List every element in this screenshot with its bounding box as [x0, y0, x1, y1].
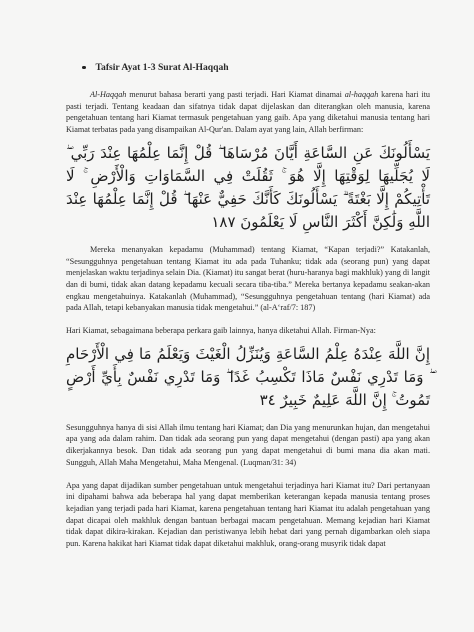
term-al-haqqah-lower: al-haqqah [344, 90, 379, 99]
paragraph-hari-kiamat: Hari Kiamat, sebagaimana beberapa perkara gaib lainnya, hanya diketahui Allah. Firman-Nya: [66, 326, 376, 336]
heading-text: Tafsir Ayat 1-3 Surat Al-Haqqah [95, 62, 229, 73]
intro-text-2: karena hari itu pasti terjadi. Tentang keadaan dan sifatnya tidak dapat dijelaskan dan diterangkan oleh manusia, karena pengetahuan tentang hari Kiamat termasuk pengetahuan yang gaib. Apa yang diketahui manusia tentang hari Kiamat terbatas pada yang disampaikan Al-Qur'an. Dalam ayat yang lain, Allah berfirman: [66, 90, 430, 135]
section-heading [82, 62, 430, 73]
bullet-icon [82, 66, 86, 70]
intro-paragraph [66, 89, 430, 136]
translation-al-araf-187: Mereka menanyakan kepadamu (Muhammad) tentang Kiamat, “Kapan terjadi?” Katakanlah, “Sesungguhnya pengetahuan tentang Kiamat itu ada pada Tuhanku; tidak ada (seorang pun) yang dapat menjelaskan waktu terjadinya selain Dia. (Kiamat) itu sangat berat (huru-haranya bagi makhluk) yang di langit dan di bumi, tidak akan datang kepadamu kecuali secara tiba-tiba.” Mereka bertanya kepadamu seakan-akan engkau mengetahuinya. Katakanlah (Muhammad), “Sesungguhnya pengetahuan tentang (hari Kiamat) ada pada Allah, tetapi kebanyakan manusia tidak mengetahui.” (al-A‘raf/7: 187) [66, 244, 430, 313]
paragraph-sumber-pengetahuan: Apa yang dapat dijadikan sumber pengetahuan untuk mengetahui terjadinya hari Kiamat itu? Dari pertanyaan ini dipahami bahwa ada beberapa hal yang dapat memberikan keterangan kepada manusia tentang proses kejadian yang terjadi pada hari Kiamat, karena pengetahuan tentang hari Kiamat itu adalah pengetahuan yang dapat dicapai oleh makhluk dengan bantuan berbagai macam pengetahuan. Memang kejadian hari Kiamat tidak dapat dikira-kirakan. Kejadian dan peristiwanya lebih hebat dari yang pernah digambarkan oleh siapa pun. Karena hakikat hari Kiamat tidak dapat diketahui makhluk, orang-orang musyrik tidak dapat [66, 480, 430, 549]
intro-text-1: menurut bahasa berarti yang pasti terjadi. Hari Kiamat dinamai [126, 90, 345, 99]
translation-luqman-34: Sesungguhnya hanya di sisi Allah ilmu tentang hari Kiamat; dan Dia yang menurunkan hujan, dan mengetahui apa yang ada dalam rahim. Dan tidak ada seorang pun yang dapat mengetahui (dengan pasti) apa yang akan dikerjakannya besok. Dan tidak ada seorang pun yang dapat mengetahui di bumi mana dia akan mati. Sungguh, Allah Maha Mengetahui, Maha Mengenal. (Luqman/31: 34) [66, 422, 430, 467]
arabic-verse-al-araf-187: يَسْأَلُونَكَ عَنِ السَّاعَةِ أَيَّانَ مُرْسَاهَا ۖ قُلْ إِنَّمَا عِلْمُهَا عِنْدَ رَبِّي ۖ لَا يُجَلِّيهَا لِوَقْتِهَا إِلَّا هُوَ ۚ ثَقُلَتْ فِي السَّمَاوَاتِ وَالْأَرْضِ ۚ لَا تَأْتِيكُمْ إِلَّا بَغْتَةً ۗ يَسْأَلُونَكَ كَأَنَّكَ حَفِيٌّ عَنْهَا ۖ قُلْ إِنَّمَا عِلْمُهَا عِنْدَ اللَّهِ وَلَٰكِنَّ أَكْثَرَ النَّاسِ لَا يَعْلَمُونَ ١٨٧ [66, 143, 430, 231]
arabic-verse-luqman-34: إِنَّ اللَّهَ عِنْدَهُ عِلْمُ السَّاعَةِ وَيُنَزِّلُ الْغَيْثَ وَيَعْلَمُ مَا فِي الْأَرْحَامِ ۖ وَمَا تَدْرِي نَفْسٌ مَاذَا تَكْسِبُ غَدًا ۖ وَمَا تَدْرِي نَفْسٌ بِأَيِّ أَرْضٍ تَمُوتُ ۚ إِنَّ اللَّهَ عَلِيمٌ خَبِيرٌ ٣٤ [66, 344, 430, 409]
term-al-haqqah: Al-Haqqah [90, 90, 127, 99]
